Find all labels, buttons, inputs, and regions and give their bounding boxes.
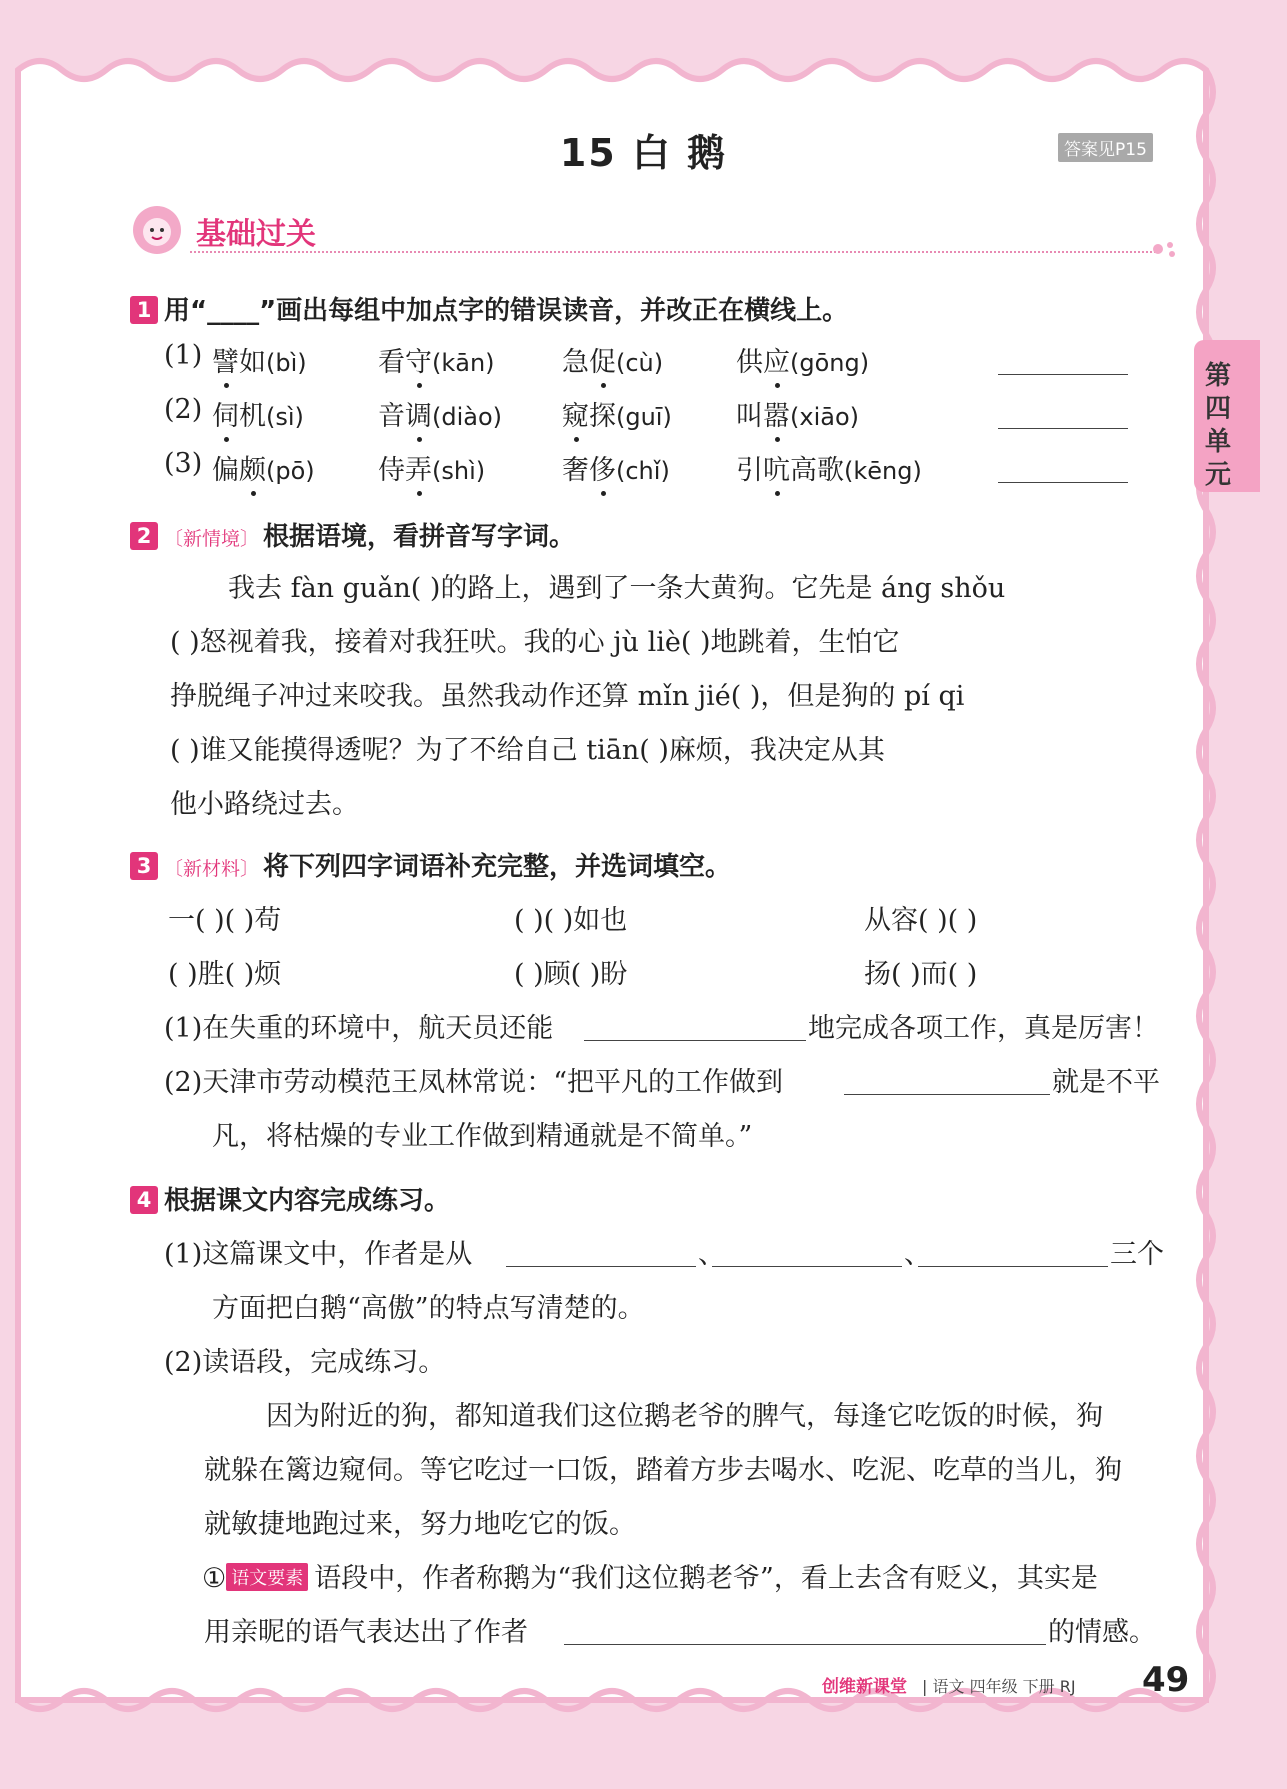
girl-mascot-icon <box>130 203 186 255</box>
pinyin: (xiāo) <box>790 403 859 431</box>
answer-blank[interactable] <box>712 1266 902 1267</box>
sub-question-number: ① <box>202 1563 227 1594</box>
pronunciation-item <box>212 394 304 433</box>
q4-part-1-end: 三个 <box>1110 1239 1164 1270</box>
item-char: 奢 <box>562 455 589 486</box>
item-char: 音 <box>378 401 405 432</box>
q2-line-2: ( )怒视着我，接着对我狂吠。我的心 jù liè( )地跳着，生怕它 <box>170 627 900 658</box>
q2-line-5: 他小路绕过去。 <box>170 789 359 820</box>
idiom-6: 扬( )而( ) <box>864 959 978 990</box>
q4-part-1-cont: 方面把白鹅“高傲”的特点写清楚的。 <box>212 1293 645 1324</box>
sub-question-1-end: 的情感。 <box>1048 1617 1156 1648</box>
section-label: 基础过关 <box>196 217 316 252</box>
q4-part-1-start: (1)这篇课文中，作者是从 <box>164 1239 473 1270</box>
literacy-element-tag: 语文要素 <box>226 1563 308 1591</box>
item-row-label: (3) <box>164 448 203 479</box>
pronunciation-item <box>736 340 869 379</box>
idiom-1: 一( )( )苟 <box>168 905 282 936</box>
passage-line-3: 就敏捷地跑过来，努力地吃它的饭。 <box>204 1509 636 1540</box>
pinyin: (diào) <box>432 403 503 431</box>
pinyin: (kān) <box>432 349 495 377</box>
page-title: 15 白 鹅 <box>559 131 728 175</box>
item-char: 叫 <box>736 401 763 432</box>
q2-line-3: 挣脱绳子冲过来咬我。虽然我动作还算 mǐn jié( )，但是狗的 pí qi <box>170 681 965 712</box>
dotted-char: 嚣 <box>763 401 790 432</box>
idiom-5: ( )顾( )盼 <box>514 959 628 990</box>
footer-info: | 语文 四年级 下册 RJ <box>922 1677 1076 1696</box>
item-char: 供 <box>736 347 763 378</box>
dots-decoration-icon <box>1150 239 1180 259</box>
unit-tab-label: 第四单元 <box>1205 361 1232 490</box>
pinyin: (chǐ) <box>616 457 670 485</box>
pronunciation-item <box>378 394 502 433</box>
dotted-char: 调 <box>405 401 432 432</box>
pronunciation-item <box>562 340 663 379</box>
pronunciation-item <box>562 394 672 433</box>
pronunciation-item <box>736 448 922 487</box>
pronunciation-item <box>212 448 315 487</box>
dotted-char: 应 <box>763 347 790 378</box>
item-char: 偏 <box>212 455 239 486</box>
pinyin: (gōng) <box>790 349 870 377</box>
separator: 、 <box>904 1239 931 1270</box>
answer-blank[interactable] <box>844 1094 1050 1095</box>
question-prompt: 将下列四字词语补充完整，并选词填空。 <box>263 852 732 882</box>
item-char: 探 <box>589 401 616 432</box>
pinyin: (sì) <box>266 403 304 431</box>
q3-sentence-1-end: 地完成各项工作，真是厉害！ <box>808 1013 1159 1044</box>
sub-question-1-cont: 用亲昵的语气表达出了作者 <box>204 1617 528 1648</box>
question-1-header <box>130 290 848 327</box>
separator: 、 <box>698 1239 725 1270</box>
sub-question-1 <box>202 1556 1098 1595</box>
answer-blank[interactable] <box>918 1266 1108 1267</box>
pronunciation-item <box>562 448 670 487</box>
answer-blank[interactable] <box>584 1040 806 1041</box>
question-prompt: 用“____”画出每组中加点字的错误读音，并改正在横线上。 <box>164 296 849 326</box>
pronunciation-item <box>736 394 859 433</box>
item-char: 高歌 <box>790 455 844 486</box>
pinyin: (guī) <box>616 403 672 431</box>
item-char: 急 <box>562 347 589 378</box>
dotted-char: 促 <box>589 347 616 378</box>
item-char: 如 <box>239 347 266 378</box>
question-tag: 〔新材料〕 <box>164 858 260 880</box>
correction-blank[interactable] <box>998 374 1128 375</box>
item-char: 侍 <box>378 455 405 486</box>
question-tag: 〔新情境〕 <box>164 528 260 550</box>
idiom-2: ( )( )如也 <box>514 905 628 936</box>
item-char: 引 <box>736 455 763 486</box>
dotted-char: 侈 <box>589 455 616 486</box>
correction-blank[interactable] <box>998 482 1128 483</box>
idiom-3: 从容( )( ) <box>864 905 978 936</box>
pinyin: (shì) <box>432 457 486 485</box>
q4-part-2: (2)读语段，完成练习。 <box>164 1347 446 1378</box>
answer-blank[interactable] <box>564 1644 1046 1645</box>
question-number: 4 <box>130 1186 158 1214</box>
footer-brand: 创维新课堂 <box>822 1677 907 1697</box>
sub-question-text: 语段中，作者称鹅为“我们这位鹅老爷”，看上去含有贬义，其实是 <box>314 1563 1098 1594</box>
q3-sentence-2-start: (2)天津市劳动模范王凤林常说：“把平凡的工作做到 <box>164 1067 784 1098</box>
dotted-char: 吭 <box>763 455 790 486</box>
item-char: 机 <box>239 401 266 432</box>
q2-line-4: ( )谁又能摸得透呢？为了不给自己 tiān( )麻烦，我决定从其 <box>170 735 885 766</box>
q3-sentence-2-end: 凡，将枯燥的专业工作做到精通就是不简单。” <box>212 1121 753 1152</box>
q3-sentence-1-start: (1)在失重的环境中，航天员还能 <box>164 1013 554 1044</box>
question-4-header <box>130 1180 450 1217</box>
passage-line-2: 就躲在篱边窥伺。等它吃过一口饭，踏着方步去喝水、吃泥、吃草的当儿，狗 <box>204 1455 1122 1486</box>
question-2-header <box>130 516 575 553</box>
question-number: 2 <box>130 522 158 550</box>
item-char: 看 <box>378 347 405 378</box>
pronunciation-item <box>378 448 485 487</box>
question-number: 3 <box>130 852 158 880</box>
dotted-char: 颇 <box>239 455 266 486</box>
question-prompt: 根据语境，看拼音写字词。 <box>263 522 576 552</box>
pronunciation-item <box>212 340 307 379</box>
question-number: 1 <box>130 296 158 324</box>
question-3-header <box>130 846 731 883</box>
pronunciation-item <box>378 340 495 379</box>
dotted-char: 弄 <box>405 455 432 486</box>
pinyin: (pō) <box>266 457 315 485</box>
pinyin: (cù) <box>616 349 664 377</box>
pinyin: (kēng) <box>844 457 922 485</box>
question-prompt: 根据课文内容完成练习。 <box>164 1186 451 1216</box>
dotted-char: 伺 <box>212 401 239 432</box>
answer-reference-badge: 答案见P15 <box>1058 133 1153 162</box>
dotted-char: 守 <box>405 347 432 378</box>
dotted-char: 窥 <box>562 401 589 432</box>
item-row-label: (1) <box>164 340 203 371</box>
dotted-char: 譬 <box>212 347 239 378</box>
section-divider <box>190 251 1160 253</box>
item-row-label: (2) <box>164 394 203 425</box>
section-header <box>130 203 1170 255</box>
q3-sentence-2-mid: 就是不平 <box>1052 1067 1160 1098</box>
page-number: 49 <box>1142 1660 1190 1700</box>
idiom-4: ( )胜( )烦 <box>168 959 282 990</box>
pinyin: (bì) <box>266 349 307 377</box>
passage-line-1: 因为附近的狗，都知道我们这位鹅老爷的脾气，每逢它吃饭的时候，狗 <box>266 1401 1103 1432</box>
answer-blank[interactable] <box>506 1266 696 1267</box>
correction-blank[interactable] <box>998 428 1128 429</box>
q2-line-1: 我去 fàn guǎn( )的路上，遇到了一条大黄狗。它先是 áng shǒu <box>228 573 1006 604</box>
